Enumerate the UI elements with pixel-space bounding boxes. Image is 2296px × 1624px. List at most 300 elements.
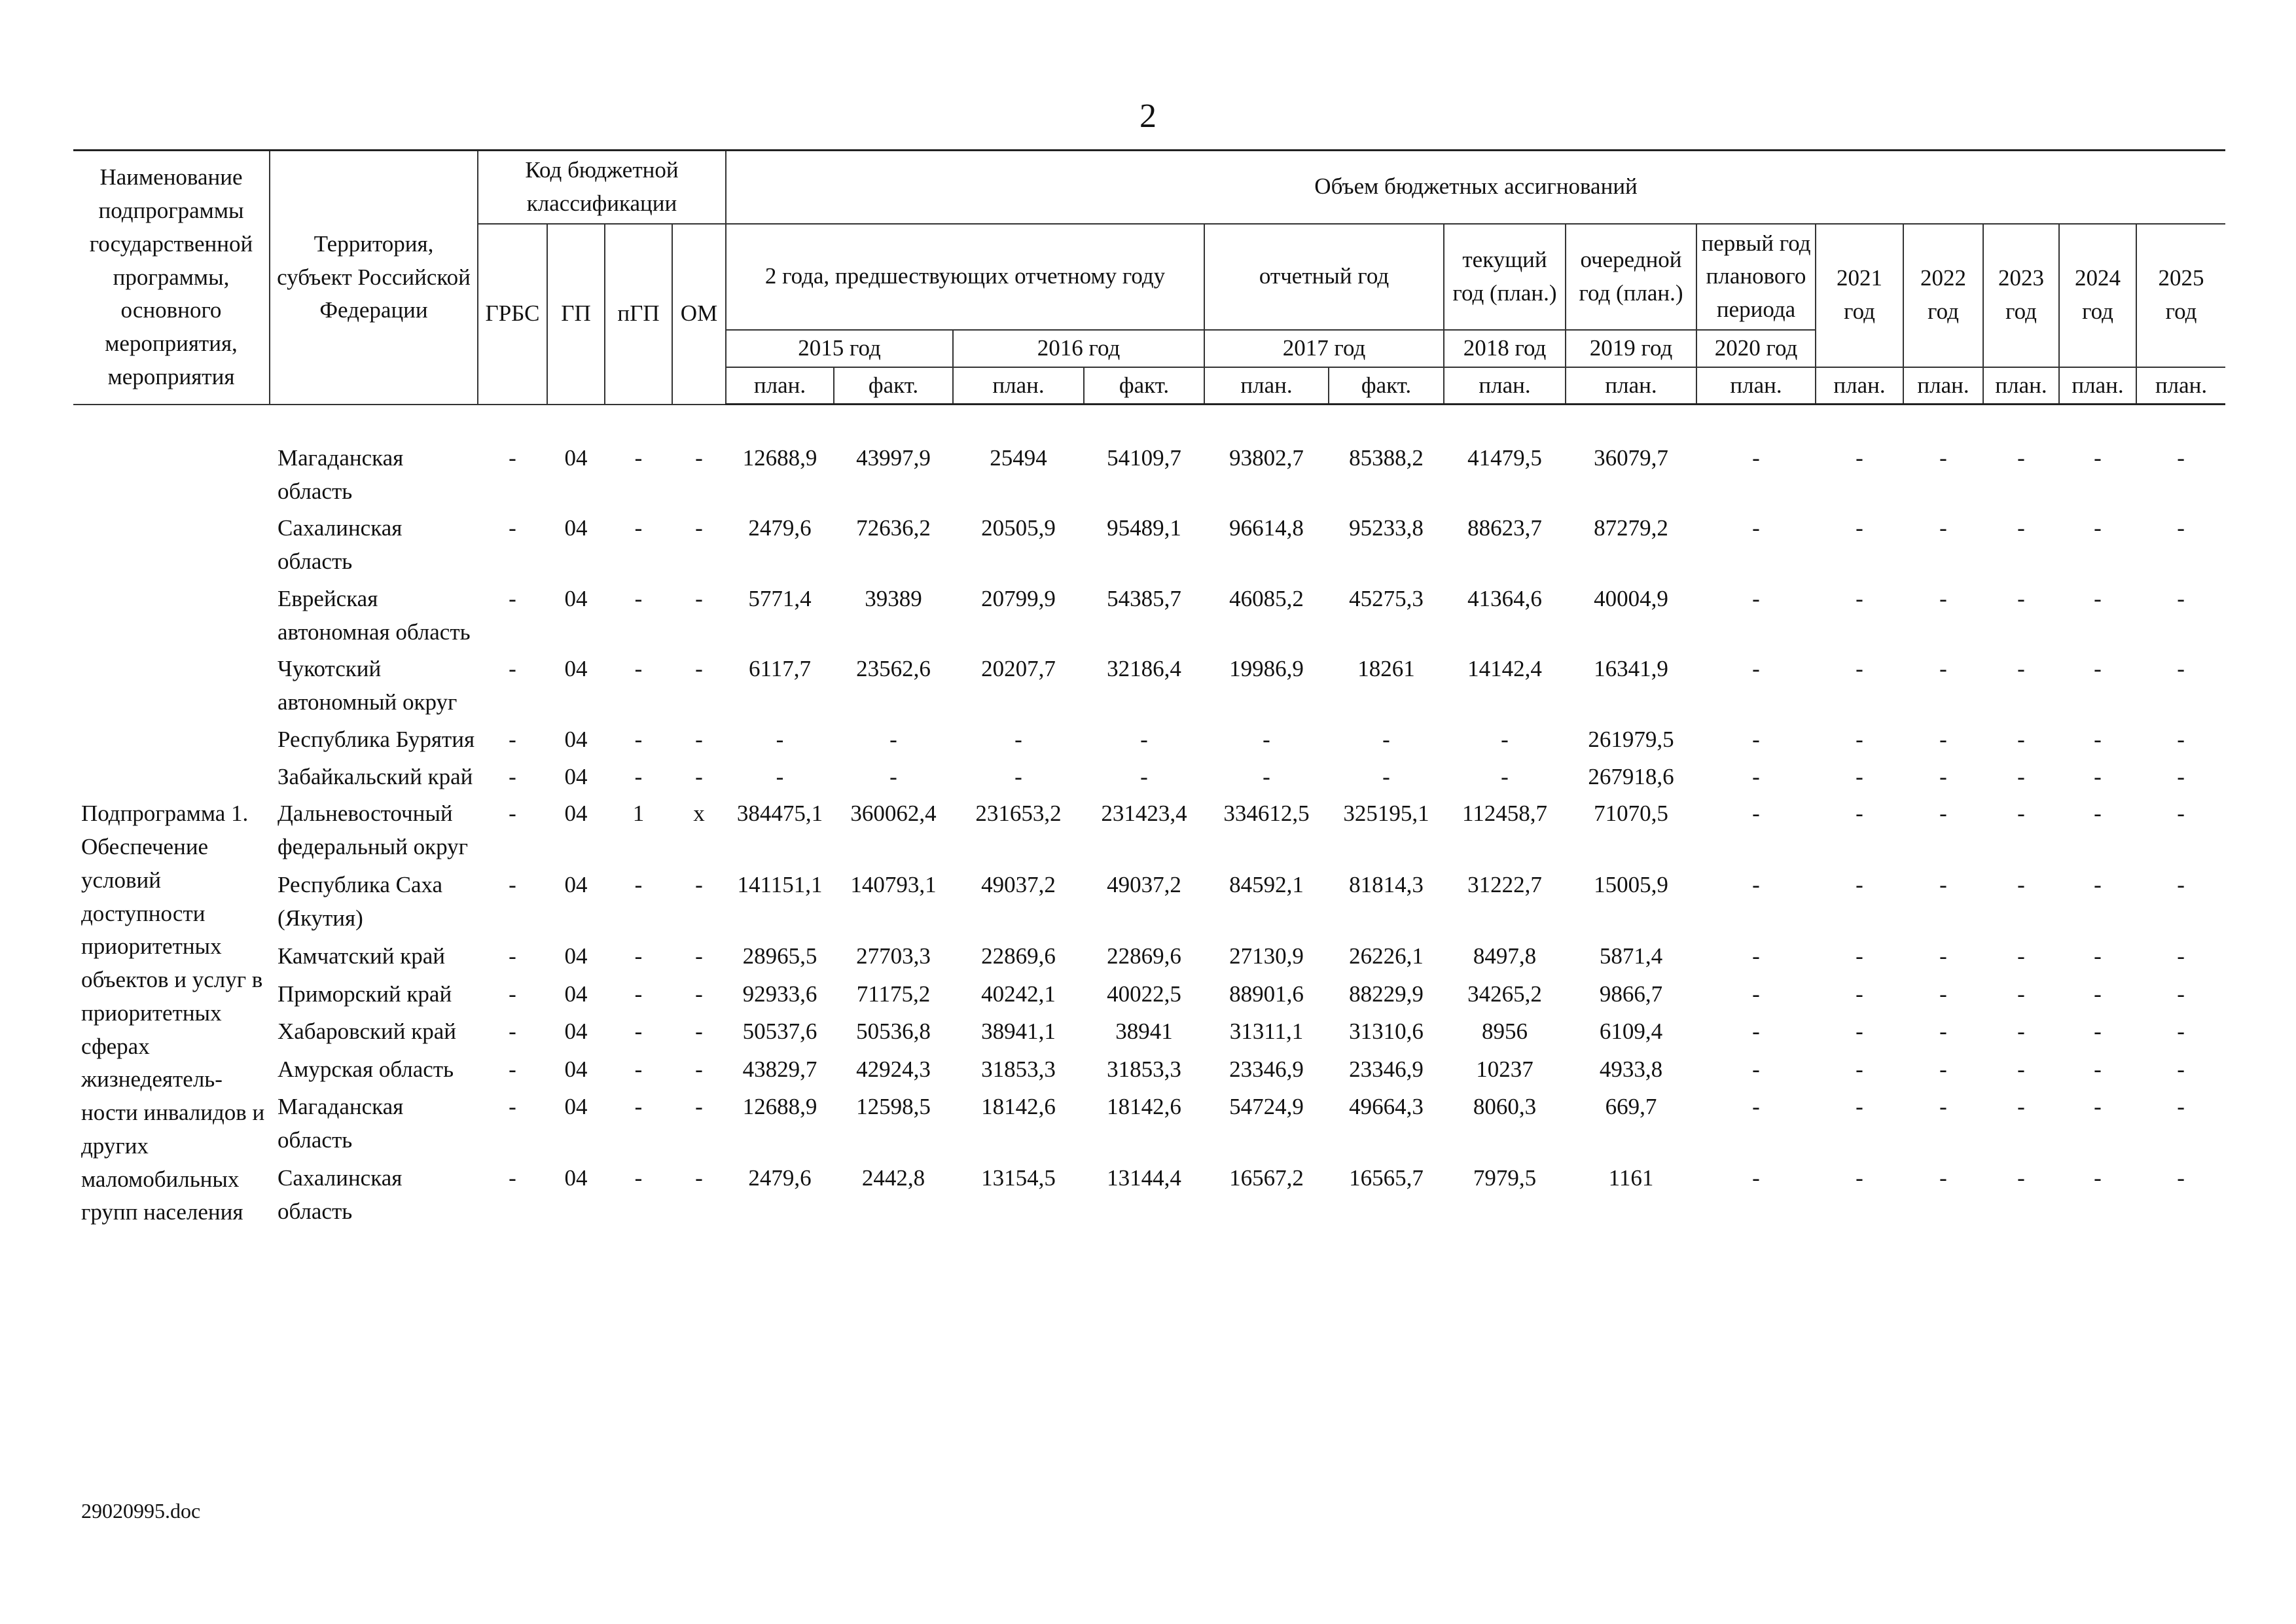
cell-v2016p: 18142,6: [981, 1094, 1056, 1120]
cell-v2015f: 43997,9: [856, 445, 931, 471]
cell-v2015f: 23562,6: [856, 656, 931, 682]
cell-grbs: -: [509, 515, 516, 541]
cell-v2022: -: [1939, 585, 1947, 611]
cell-v2018: 41364,6: [1467, 585, 1542, 611]
subheader-plan: план.: [1983, 367, 2059, 405]
cell-v2024: -: [2094, 943, 2102, 969]
cell-v2015f: -: [889, 726, 897, 752]
cell-v2017p: 46085,2: [1229, 585, 1304, 611]
cell-v2017f: 85388,2: [1349, 445, 1424, 471]
cell-om: -: [695, 1056, 703, 1082]
cell-v2017p: 23346,9: [1229, 1056, 1304, 1082]
cell-v2016p: 13154,5: [981, 1165, 1056, 1191]
cell-v2024: -: [2094, 801, 2102, 827]
cell-v2016p: 49037,2: [981, 872, 1056, 898]
cell-v2025: -: [2177, 763, 2185, 789]
cell-v2025: -: [2177, 1094, 2185, 1120]
cell-v2018: 8497,8: [1473, 943, 1537, 969]
budget-allocation-table: [73, 149, 2225, 1229]
cell-v2022: -: [1939, 656, 1947, 682]
cell-v2017f: -: [1382, 726, 1390, 752]
cell-v2024: -: [2094, 872, 2102, 898]
page-number: 2: [1139, 98, 1157, 135]
header-2021: 2021 год: [1816, 224, 1903, 367]
cell-v2021: -: [1856, 1019, 1863, 1045]
cell-v2015p: -: [776, 763, 784, 789]
table-row: [73, 865, 2225, 936]
cell-v2017f: 325195,1: [1343, 801, 1429, 827]
cell-om: -: [695, 656, 703, 682]
cell-om: -: [695, 1019, 703, 1045]
cell-v2019: 71070,5: [1594, 801, 1668, 827]
cell-v2018: 88623,7: [1467, 515, 1542, 541]
territory-name: Сахалинская область: [278, 1165, 403, 1224]
cell-v2018: 41479,5: [1467, 445, 1542, 471]
cell-v2021: -: [1856, 1165, 1863, 1191]
table-row: [73, 793, 2225, 865]
cell-v2016f: 231423,4: [1101, 801, 1187, 827]
cell-v2019: 9866,7: [1599, 981, 1663, 1007]
header-year-2016: 2016 год: [953, 330, 1204, 367]
subheader-plan: план.: [953, 367, 1084, 405]
cell-v2016f: 38941: [1115, 1019, 1173, 1045]
cell-v2018: 34265,2: [1467, 981, 1542, 1007]
cell-v2016p: 38941,1: [981, 1019, 1056, 1045]
cell-gp: 04: [564, 515, 588, 541]
cell-v2021: -: [1856, 981, 1863, 1007]
table-row: [73, 936, 2225, 974]
cell-gp: 04: [564, 943, 588, 969]
cell-v2017p: 84592,1: [1229, 872, 1304, 898]
table-row: [73, 579, 2225, 649]
cell-om: -: [695, 444, 703, 471]
cell-v2023: -: [2017, 726, 2025, 752]
territory-name: Республика Саха (Якутия): [278, 872, 443, 931]
cell-grbs: -: [509, 763, 516, 789]
cell-gp: 04: [564, 726, 588, 752]
cell-v2022: -: [1939, 981, 1947, 1007]
header-budget-volume: Объем бюджетных ассигнований: [726, 151, 2225, 224]
cell-v2025: -: [2177, 585, 2185, 611]
cell-om: -: [695, 981, 703, 1007]
cell-pgp: -: [634, 656, 643, 682]
cell-grbs: -: [509, 585, 516, 611]
cell-v2024: -: [2094, 763, 2102, 789]
cell-gp: 04: [564, 1165, 588, 1191]
cell-v2016p: 20207,7: [981, 656, 1056, 682]
cell-v2017f: 49664,3: [1349, 1094, 1424, 1120]
cell-v2016p: 20799,9: [981, 585, 1056, 611]
cell-v2019: 15005,9: [1594, 872, 1668, 898]
cell-om: -: [695, 872, 703, 898]
cell-om: -: [695, 943, 703, 969]
cell-v2016f: 54109,7: [1107, 445, 1181, 471]
cell-v2016f: 31853,3: [1107, 1056, 1181, 1082]
table-row: [73, 719, 2225, 757]
cell-v2016f: 40022,5: [1107, 981, 1181, 1007]
cell-v2023: -: [2017, 1094, 2025, 1120]
cell-grbs: -: [509, 444, 516, 471]
cell-v2020: -: [1752, 1094, 1760, 1120]
cell-v2023: -: [2017, 981, 2025, 1007]
cell-v2017p: 93802,7: [1229, 445, 1304, 471]
cell-pgp: -: [634, 1165, 643, 1191]
cell-v2017p: 96614,8: [1229, 515, 1304, 541]
cell-v2022: -: [1939, 726, 1947, 752]
cell-v2015f: 42924,3: [856, 1056, 931, 1082]
cell-v2017p: -: [1263, 763, 1270, 789]
cell-gp: 04: [564, 1094, 588, 1120]
cell-v2022: -: [1939, 1094, 1947, 1120]
cell-grbs: -: [509, 1165, 516, 1191]
cell-v2016f: -: [1140, 763, 1148, 789]
cell-v2025: -: [2177, 726, 2185, 752]
cell-v2022: -: [1939, 1056, 1947, 1082]
cell-v2017p: 19986,9: [1229, 656, 1304, 682]
cell-v2024: -: [2094, 1094, 2102, 1120]
subheader-fact: факт.: [834, 367, 953, 405]
cell-om: -: [695, 515, 703, 541]
cell-v2018: 7979,5: [1473, 1165, 1537, 1191]
cell-v2015p: 28965,5: [742, 943, 817, 969]
cell-om: -: [695, 1165, 703, 1191]
subprogram-cell-empty: [73, 719, 270, 757]
cell-v2015f: 72636,2: [856, 515, 931, 541]
cell-v2015f: 360062,4: [850, 801, 937, 827]
subprogram-cell-empty: [73, 508, 270, 579]
cell-om: x: [693, 801, 705, 827]
header-2022: 2022 год: [1903, 224, 1983, 367]
cell-v2022: -: [1939, 1019, 1947, 1045]
cell-v2023: -: [2017, 763, 2025, 789]
header-year-2018: 2018 год: [1444, 330, 1566, 367]
table-row: [73, 1049, 2225, 1087]
subheader-plan: план.: [1444, 367, 1566, 405]
cell-v2021: -: [1856, 763, 1863, 789]
cell-pgp: -: [634, 1019, 643, 1045]
cell-pgp: -: [634, 1056, 643, 1082]
cell-v2024: -: [2094, 515, 2102, 541]
cell-v2020: -: [1752, 872, 1760, 898]
cell-v2025: -: [2177, 445, 2185, 471]
cell-v2023: -: [2017, 1056, 2025, 1082]
cell-v2017f: 23346,9: [1349, 1056, 1424, 1082]
cell-v2019: 261979,5: [1588, 726, 1674, 752]
cell-v2020: -: [1752, 981, 1760, 1007]
cell-v2018: -: [1501, 726, 1509, 752]
cell-v2015p: 50537,6: [742, 1019, 817, 1045]
cell-v2020: -: [1752, 1056, 1760, 1082]
cell-v2020: -: [1752, 1165, 1760, 1191]
cell-v2025: -: [2177, 656, 2185, 682]
subprogram-cell-empty: [73, 405, 270, 509]
header-2025: 2025 год: [2136, 224, 2225, 367]
subprogram-cell-empty: [73, 649, 270, 719]
cell-grbs: -: [509, 1056, 516, 1082]
header-om: ОМ: [672, 224, 726, 405]
header-first-planning-year: первый год планового периода: [1696, 224, 1816, 330]
table-row: [73, 757, 2225, 794]
cell-v2018: 14142,4: [1467, 656, 1542, 682]
table-row: [73, 649, 2225, 719]
header-budget-code: Код бюджетной классификации: [478, 151, 726, 224]
table-row: [73, 508, 2225, 579]
territory-name: Магаданская область: [278, 1094, 404, 1153]
cell-v2021: -: [1856, 585, 1863, 611]
cell-v2015p: 384475,1: [736, 801, 823, 827]
cell-v2023: -: [2017, 872, 2025, 898]
cell-v2018: -: [1501, 763, 1509, 789]
cell-v2024: -: [2094, 585, 2102, 611]
cell-v2016p: 20505,9: [981, 515, 1056, 541]
cell-v2024: -: [2094, 1019, 2102, 1045]
cell-v2017f: 16565,7: [1349, 1165, 1424, 1191]
cell-v2016p: 231653,2: [975, 801, 1062, 827]
cell-v2025: -: [2177, 515, 2185, 541]
territory-name: Магаданская область: [278, 444, 404, 504]
cell-v2017p: 334612,5: [1223, 801, 1310, 827]
subheader-fact: факт.: [1084, 367, 1204, 405]
cell-grbs: -: [509, 872, 516, 898]
cell-v2020: -: [1752, 445, 1760, 471]
cell-v2021: -: [1856, 726, 1863, 752]
cell-v2015p: 12688,9: [742, 1094, 817, 1120]
cell-grbs: -: [509, 1094, 516, 1120]
cell-v2015p: 2479,6: [748, 515, 812, 541]
cell-v2022: -: [1939, 763, 1947, 789]
cell-v2016f: 22869,6: [1107, 943, 1181, 969]
cell-v2017f: 88229,9: [1349, 981, 1424, 1007]
cell-v2017p: 54724,9: [1229, 1094, 1304, 1120]
cell-v2017f: -: [1382, 763, 1390, 789]
cell-v2024: -: [2094, 656, 2102, 682]
subheader-plan: план.: [1816, 367, 1903, 405]
cell-v2019: 669,7: [1605, 1094, 1657, 1120]
territory-name: Хабаровский край: [278, 1019, 456, 1045]
cell-v2017p: -: [1263, 726, 1270, 752]
cell-gp: 04: [564, 656, 588, 682]
cell-v2016p: 31853,3: [981, 1056, 1056, 1082]
table-row: [73, 1158, 2225, 1229]
cell-v2015p: 12688,9: [742, 445, 817, 471]
cell-v2018: 10237: [1476, 1056, 1534, 1082]
cell-gp: 04: [564, 585, 588, 611]
subheader-fact: факт.: [1329, 367, 1444, 405]
territory-name: Сахалинская область: [278, 515, 403, 574]
cell-v2020: -: [1752, 943, 1760, 969]
cell-v2021: -: [1856, 872, 1863, 898]
cell-v2018: 8956: [1482, 1019, 1528, 1045]
table-row: [73, 974, 2225, 1012]
cell-v2015p: -: [776, 726, 784, 752]
cell-v2015p: 141151,1: [737, 872, 823, 898]
territory-name: Забайкальский край: [278, 763, 473, 789]
cell-gp: 04: [564, 1056, 588, 1082]
cell-v2016f: 95489,1: [1107, 515, 1181, 541]
cell-v2022: -: [1939, 943, 1947, 969]
cell-v2017f: 95233,8: [1349, 515, 1424, 541]
cell-v2016p: -: [1014, 763, 1022, 789]
cell-v2025: -: [2177, 981, 2185, 1007]
cell-v2022: -: [1939, 445, 1947, 471]
cell-v2021: -: [1856, 1094, 1863, 1120]
cell-v2015f: -: [889, 763, 897, 789]
cell-v2019: 5871,4: [1599, 943, 1663, 969]
cell-v2020: -: [1752, 801, 1760, 827]
territory-name: Камчатский край: [278, 943, 446, 969]
cell-v2020: -: [1752, 726, 1760, 752]
cell-v2021: -: [1856, 1056, 1863, 1082]
cell-v2015f: 12598,5: [856, 1094, 931, 1120]
table-row: [73, 405, 2225, 509]
cell-pgp: -: [634, 585, 643, 611]
cell-v2025: -: [2177, 872, 2185, 898]
cell-pgp: -: [634, 726, 643, 752]
cell-v2019: 36079,7: [1594, 445, 1668, 471]
territory-name: Амурская область: [278, 1056, 454, 1082]
cell-grbs: -: [509, 726, 516, 752]
cell-v2017p: 16567,2: [1229, 1165, 1304, 1191]
subheader-plan: план.: [1903, 367, 1983, 405]
header-year-2020: 2020 год: [1696, 330, 1816, 367]
cell-v2023: -: [2017, 445, 2025, 471]
subheader-plan: план.: [2136, 367, 2225, 405]
cell-v2019: 16341,9: [1594, 656, 1668, 682]
cell-v2019: 40004,9: [1594, 585, 1668, 611]
cell-om: -: [695, 726, 703, 752]
cell-v2015p: 92933,6: [742, 981, 817, 1007]
subheader-plan: план.: [726, 367, 834, 405]
cell-v2016f: 32186,4: [1107, 656, 1181, 682]
cell-om: -: [695, 763, 703, 789]
cell-v2015f: 50536,8: [856, 1019, 931, 1045]
subheader-plan: план.: [1566, 367, 1696, 405]
header-year-2015: 2015 год: [726, 330, 953, 367]
document-reference: 29020995.doc: [81, 1499, 201, 1523]
cell-v2016f: 49037,2: [1107, 872, 1181, 898]
cell-v2015f: 39389: [865, 585, 922, 611]
cell-grbs: -: [509, 1019, 516, 1045]
cell-v2024: -: [2094, 981, 2102, 1007]
cell-v2017f: 31310,6: [1349, 1019, 1424, 1045]
cell-v2021: -: [1856, 801, 1863, 827]
cell-v2020: -: [1752, 656, 1760, 682]
header-year-2019: 2019 год: [1566, 330, 1696, 367]
cell-v2022: -: [1939, 801, 1947, 827]
cell-pgp: -: [634, 444, 643, 471]
territory-name: Чукотский автономный округ: [278, 656, 457, 715]
cell-v2015f: 140793,1: [850, 872, 937, 898]
cell-v2019: 267918,6: [1588, 763, 1674, 789]
cell-v2016f: 18142,6: [1107, 1094, 1181, 1120]
subheader-plan: план.: [1696, 367, 1816, 405]
territory-name: Дальневосточный федеральный округ: [278, 801, 468, 859]
cell-gp: 04: [564, 801, 588, 827]
cell-v2017p: 27130,9: [1229, 943, 1304, 969]
cell-v2021: -: [1856, 656, 1863, 682]
cell-v2018: 112458,7: [1462, 801, 1547, 827]
cell-v2020: -: [1752, 515, 1760, 541]
cell-v2019: 6109,4: [1599, 1019, 1663, 1045]
cell-v2022: -: [1939, 515, 1947, 541]
cell-v2017f: 18261: [1357, 656, 1415, 682]
cell-om: -: [695, 1094, 703, 1120]
cell-v2016p: -: [1014, 726, 1022, 752]
cell-v2025: -: [2177, 1165, 2185, 1191]
cell-v2016f: 54385,7: [1107, 585, 1181, 611]
cell-v2023: -: [2017, 801, 2025, 827]
table-row: [73, 1011, 2225, 1049]
cell-v2018: 31222,7: [1467, 872, 1542, 898]
cell-v2016p: 25494: [990, 445, 1047, 471]
cell-om: -: [695, 585, 703, 611]
header-current-year: текущий год (план.): [1444, 224, 1566, 330]
cell-v2023: -: [2017, 943, 2025, 969]
cell-v2024: -: [2094, 445, 2102, 471]
cell-v2018: 8060,3: [1473, 1094, 1537, 1120]
cell-v2015p: 5771,4: [748, 585, 812, 611]
header-gp: ГП: [547, 224, 605, 405]
header-territory: Территория, субъект Российской Федерации: [270, 151, 478, 405]
subprogram-name: Подпрограмма 1. Обеспечение условий доступности приоритетных объектов и услуг в приоритетных сферах жизнедеятель-ности инвалидов и других маломобильных групп населения: [81, 801, 265, 1225]
header-name: Наименование подпрограммы государственной программы, основного мероприятия, мероприятия: [73, 151, 270, 405]
cell-v2023: -: [2017, 585, 2025, 611]
cell-grbs: -: [509, 943, 516, 969]
cell-gp: 04: [564, 1019, 588, 1045]
cell-v2024: -: [2094, 1165, 2102, 1191]
table-body: [73, 405, 2225, 1229]
cell-v2022: -: [1939, 872, 1947, 898]
cell-grbs: -: [509, 656, 516, 682]
subprogram-cell-empty: [73, 579, 270, 649]
cell-v2016p: 40242,1: [981, 981, 1056, 1007]
cell-v2017f: 81814,3: [1349, 872, 1424, 898]
header-report-year: отчетный год: [1204, 224, 1444, 330]
cell-v2025: -: [2177, 1019, 2185, 1045]
cell-v2015p: 2479,6: [748, 1165, 812, 1191]
cell-v2015f: 2442,8: [861, 1165, 925, 1191]
cell-pgp: -: [634, 763, 643, 789]
cell-pgp: -: [634, 515, 643, 541]
header-year-2017: 2017 год: [1204, 330, 1444, 367]
cell-gp: 04: [564, 763, 588, 789]
cell-v2021: -: [1856, 943, 1863, 969]
header-2023: 2023 год: [1983, 224, 2059, 367]
territory-name: Еврейская автономная область: [278, 585, 471, 645]
cell-v2017p: 31311,1: [1229, 1019, 1304, 1045]
cell-v2015p: 43829,7: [742, 1056, 817, 1082]
cell-pgp: -: [634, 943, 643, 969]
cell-v2024: -: [2094, 1056, 2102, 1082]
cell-v2025: -: [2177, 943, 2185, 969]
cell-v2024: -: [2094, 726, 2102, 752]
header-pgp: пГП: [605, 224, 672, 405]
cell-v2017p: 88901,6: [1229, 981, 1304, 1007]
cell-v2025: -: [2177, 801, 2185, 827]
header-grbs: ГРБС: [478, 224, 547, 405]
cell-v2015f: 71175,2: [856, 981, 931, 1007]
cell-v2015f: 27703,3: [856, 943, 931, 969]
cell-v2017f: 26226,1: [1349, 943, 1424, 969]
cell-pgp: 1: [632, 801, 645, 827]
header-2024: 2024 год: [2059, 224, 2136, 367]
cell-gp: 04: [564, 981, 588, 1007]
cell-v2019: 87279,2: [1594, 515, 1668, 541]
cell-v2022: -: [1939, 1165, 1947, 1191]
cell-v2017f: 45275,3: [1349, 585, 1424, 611]
cell-v2016f: 13144,4: [1107, 1165, 1181, 1191]
territory-name: Республика Бурятия: [278, 726, 475, 752]
